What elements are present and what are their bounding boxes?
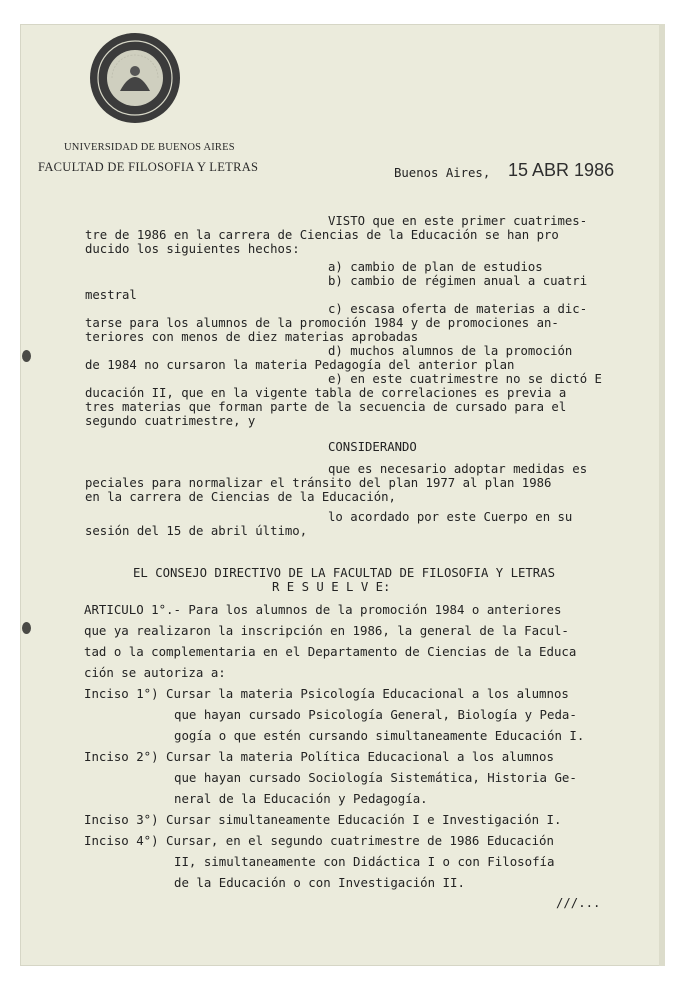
considerando-line: en la carrera de Ciencias de la Educación,	[85, 490, 396, 504]
university-name: UNIVERSIDAD DE BUENOS AIRES	[64, 142, 235, 153]
fact-b: b) cambio de régimen anual a cuatri	[328, 274, 588, 288]
fact-b-cont: mestral	[85, 288, 137, 302]
inciso-2-cont: neral de la Educación y Pedagogía.	[174, 791, 428, 806]
inciso-1: Inciso 1°) Cursar la materia Psicología Educacional a los alumnos	[84, 686, 569, 701]
inciso-4-cont: II, simultaneamente con Didáctica I o con Filosofía	[174, 854, 555, 869]
fact-e-cont: segundo cuatrimestre, y	[85, 414, 256, 428]
university-seal	[90, 33, 180, 123]
inciso-4-cont: de la Educación o con Investigación II.	[174, 875, 465, 890]
council-heading: EL CONSEJO DIRECTIVO DE LA FACULTAD DE FILOSOFIA Y LETRAS	[133, 566, 555, 580]
considerando-line: que es necesario adoptar medidas es	[328, 462, 588, 476]
date-stamp: 15 ABR 1986	[508, 160, 615, 180]
inciso-3: Inciso 3°) Cursar simultaneamente Educación I e Investigación I.	[84, 812, 562, 827]
place-label: Buenos Aires,	[394, 166, 491, 180]
article-1-line: tad o la complementaria en el Departamento de Ciencias de la Educa	[84, 644, 577, 659]
fact-e-cont: tres materias que forman parte de la secuencia de cursado para el	[85, 400, 567, 414]
punch-hole	[22, 350, 31, 362]
fact-e: e) en este cuatrimestre no se dictó E	[328, 372, 602, 386]
inciso-4: Inciso 4°) Cursar, en el segundo cuatrimestre de 1986 Educación	[84, 833, 554, 848]
fact-e-cont: ducación II, que en la vigente tabla de correlaciones es previa a	[85, 386, 567, 400]
visto-line: ducido los siguientes hechos:	[85, 242, 300, 256]
article-1-line: ción se autoriza a:	[84, 665, 226, 680]
fact-c-cont: teriores con menos de diez materias aprobadas	[85, 330, 419, 344]
visto-line: tre de 1986 en la carrera de Ciencias de la Educación se han pro	[85, 228, 559, 242]
visto-line: VISTO que en este primer cuatrimes-	[328, 214, 588, 228]
fact-d: d) muchos alumnos de la promoción	[328, 344, 573, 358]
fact-d-cont: de 1984 no cursaron la materia Pedagogía del anterior plan	[85, 358, 515, 372]
punch-hole	[22, 622, 31, 634]
faculty-name: FACULTAD DE FILOSOFIA Y LETRAS	[38, 160, 259, 174]
inciso-2: Inciso 2°) Cursar la materia Política Educacional a los alumnos	[84, 749, 554, 764]
fact-c: c) escasa oferta de materias a dic-	[328, 302, 588, 316]
considerando-line: sesión del 15 de abril último,	[85, 524, 308, 538]
resuelve-heading: R E S U E L V E:	[272, 580, 391, 594]
article-1-line: ARTICULO 1°.- Para los alumnos de la promoción 1984 o anteriores	[84, 602, 562, 617]
considerando-line: peciales para normalizar el tránsito del plan 1977 al plan 1986	[85, 476, 552, 490]
fact-a: a) cambio de plan de estudios	[328, 260, 543, 274]
inciso-2-cont: que hayan cursado Sociología Sistemática, Historia Ge-	[174, 770, 577, 785]
inciso-1-cont: que hayan cursado Psicología General, Biología y Peda-	[174, 707, 577, 722]
inciso-1-cont: gogía o que estén cursando simultaneamente Educación I.	[174, 728, 585, 743]
considerando-line: lo acordado por este Cuerpo en su	[328, 510, 573, 524]
considerando-heading: CONSIDERANDO	[328, 440, 417, 454]
article-1-line: que ya realizaron la inscripción en 1986, la general de la Facul-	[84, 623, 569, 638]
continuation-mark: ///...	[556, 896, 601, 910]
fact-c-cont: tarse para los alumnos de la promoción 1984 y de promociones an-	[85, 316, 559, 330]
